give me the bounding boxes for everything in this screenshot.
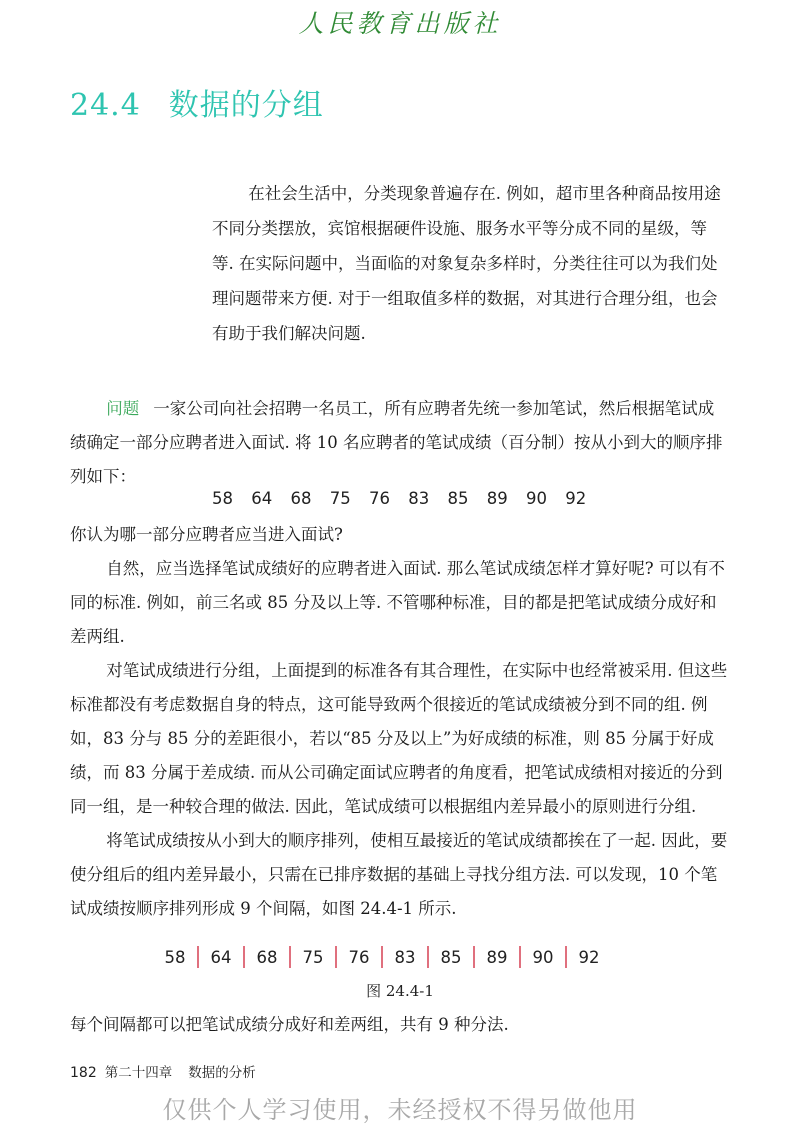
chapter-label: 第二十四章 xyxy=(104,1065,173,1081)
figure-score: 76 xyxy=(348,947,370,967)
publisher-logo: 人民教育出版社 xyxy=(298,9,502,38)
score-value: 58 xyxy=(212,489,233,508)
body-text xyxy=(70,518,730,926)
score-value: 68 xyxy=(290,489,312,508)
figure-divided-scores xyxy=(162,940,602,974)
body-paragraph: 对笔试成绩进行分组，上面提到的标准各有其合理性，在实际中也经常被采用. 但这些标准都没有考虑数据自身的特点，这可能导致两个很接近的笔试成绩被分到不同的组. 例如，83 分与 85 分的差距很小，若以“85 分及以上”为好成绩的标准，则 85 分属于好成绩，而 83 分属于差成绩. 而从公司确定面试应聘者的角度看，把笔试成绩相对接近的分到同一组，是一种较合理的做法. 因此，笔试成绩可以根据组内差异最小的原则进行分组. xyxy=(70,661,728,816)
problem-label: 问题 xyxy=(106,399,140,418)
score-value: 64 xyxy=(251,489,273,508)
scores-list xyxy=(212,489,599,508)
figure-score: 64 xyxy=(210,947,232,967)
gap-separator xyxy=(427,946,429,968)
intro-paragraph xyxy=(212,176,728,351)
figure-score: 90 xyxy=(532,947,554,967)
body-paragraph: 自然，应当选择笔试成绩好的应聘者进入面试. 那么笔试成绩怎样才算好呢? 可以有不同的标准. 例如，前三名或 85 分及以上等. 不管哪种标准，目的都是把笔试成绩分成好和差两组. xyxy=(70,559,725,646)
figure-score: 75 xyxy=(302,947,324,967)
figure-score: 92 xyxy=(578,947,600,967)
section-title xyxy=(70,80,324,124)
score-value: 90 xyxy=(526,489,547,508)
problem-text: 一家公司向社会招聘一名员工，所有应聘者先统一参加笔试，然后根据笔试成绩确定一部分应聘者进入面试. 将 10 名应聘者的笔试成绩（百分制）按从小到大的顺序排列如下： xyxy=(70,399,723,486)
score-value: 92 xyxy=(565,489,587,508)
figure-caption: 图 24.4-1 xyxy=(366,982,434,1000)
score-value: 75 xyxy=(329,489,351,508)
gap-separator xyxy=(289,946,291,968)
figure-score: 85 xyxy=(440,947,462,967)
figure-score: 58 xyxy=(164,947,186,967)
watermark-text: 仅供个人学习使用，未经授权不得另做他用 xyxy=(162,1096,638,1124)
figure-score: 68 xyxy=(256,947,278,967)
score-value: 89 xyxy=(486,489,508,508)
score-value: 85 xyxy=(447,489,469,508)
section-number: 24.4 xyxy=(70,88,141,123)
gap-separator xyxy=(565,946,567,968)
final-sentence: 每个间隔都可以把笔试成绩分成好和差两组，共有 9 种分法. xyxy=(70,1015,509,1034)
figure-score: 89 xyxy=(486,947,508,967)
gap-separator xyxy=(335,946,337,968)
intro-text: 在社会生活中，分类现象普遍存在. 例如，超市里各种商品按用途不同分类摆放，宾馆根据硬件设施、服务水平等分成不同的星级，等等. 在实际问题中，当面临的对象复杂多样时，分类往往可以为我们处理问题带来方便. 对于一组取值多样的数据，对其进行合理分组，也会有助于我们解决问题. xyxy=(212,184,721,343)
problem-block xyxy=(70,392,730,494)
section-heading: 数据的分组 xyxy=(168,88,324,123)
score-value: 76 xyxy=(369,489,390,508)
gap-separator xyxy=(473,946,475,968)
body-paragraph: 将笔试成绩按从小到大的顺序排列，使相互最接近的笔试成绩都挨在了一起. 因此，要使分组后的组内差异最小，只需在已排序数据的基础上寻找分组方法. 可以发现，10 个笔试成绩按顺序排列形成 9 个间隔，如图 24.4-1 所示. xyxy=(70,831,728,918)
score-value: 83 xyxy=(408,489,430,508)
gap-separator xyxy=(243,946,245,968)
chapter-title: 数据的分析 xyxy=(188,1065,256,1081)
gap-separator xyxy=(197,946,199,968)
gap-separator xyxy=(519,946,521,968)
page-number: 182 xyxy=(70,1065,97,1081)
question-text: 你认为哪一部分应聘者应当进入面试? xyxy=(70,525,343,544)
page-footer xyxy=(70,1061,256,1081)
figure-score: 83 xyxy=(394,947,416,967)
gap-separator xyxy=(381,946,383,968)
